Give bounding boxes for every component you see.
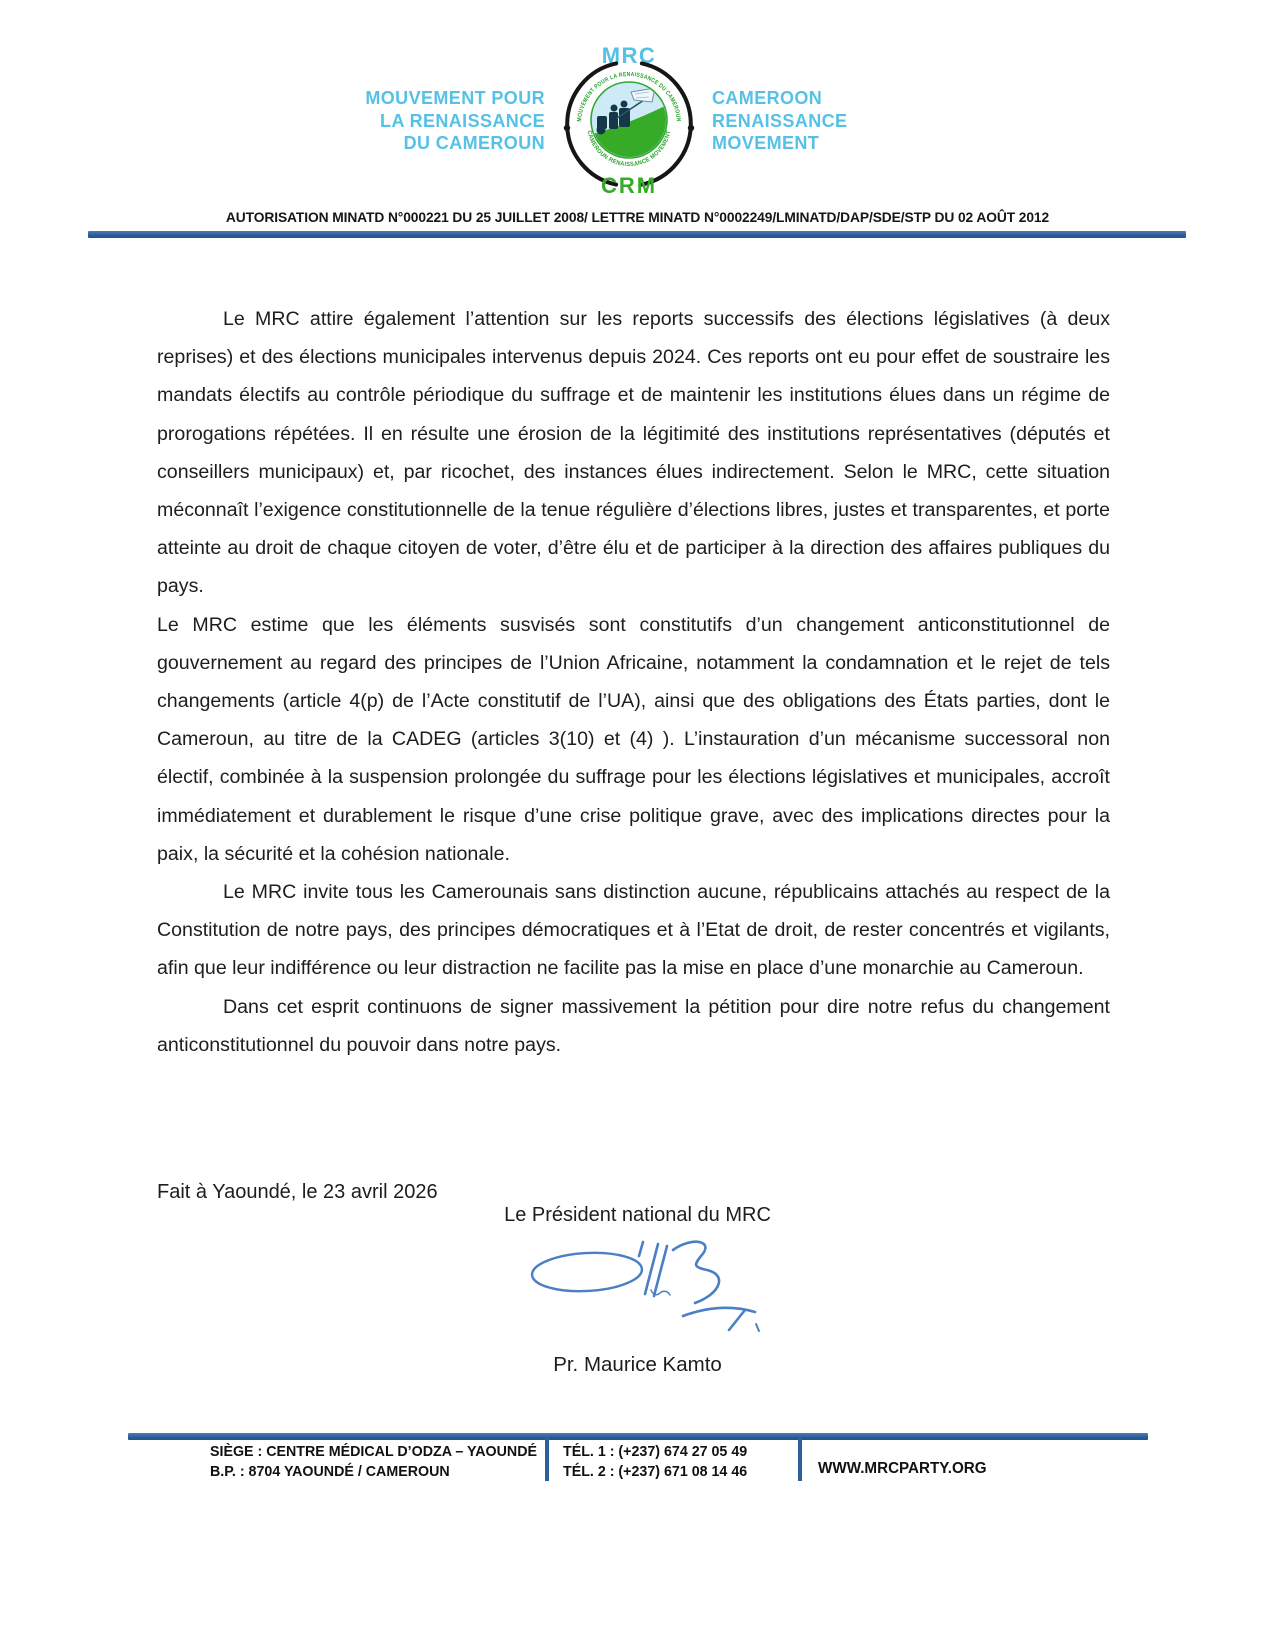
mrc-acronym-text: MRC <box>601 43 657 68</box>
footer-divider <box>545 1437 549 1481</box>
body-paragraph: Le MRC estime que les éléments susvisés sont constitutifs d’un changement anticonstitutionnel de gouvernement au regard des principes de l’Union Africaine, notamment la condamnation et le rejet de tels changements (article 4(p) de l’Acte constitutif de l’UA), ainsi que des obligations des États parties, dont le Cameroun, au titre de la CADEG (articles 3(10) et (4) ). L’instauration d’un mécanisme successoral non électif, combinée à la suspension prolongée du suffrage pour les élections législatives et municipales, accroît immédiatement et durablement le risque d’une crise politique grave, avec des implications directes pour la paix, la sécurité et la cohésion nationale. <box>157 613 1110 865</box>
signature-flourish <box>673 1242 719 1303</box>
place-and-date: Fait à Yaoundé, le 23 avril 2026 <box>157 1181 438 1203</box>
footer-website: WWW.MRCPARTY.ORG <box>818 1460 987 1477</box>
footer-phone-line2: TÉL. 2 : (+237) 671 08 14 46 <box>563 1463 748 1480</box>
letter-body <box>157 300 1110 1064</box>
org-name-english-line: CAMEROON <box>712 88 823 108</box>
mrc-party-logo <box>555 38 703 196</box>
header-rule <box>88 231 1186 238</box>
logo-emblem <box>589 82 669 159</box>
signatory-name: Pr. Maurice Kamto <box>553 1353 722 1376</box>
crm-acronym-text: CRM <box>600 173 658 196</box>
logo-ring-text-top: MOUVEMENT POUR LA RENAISSANCE DU CAMEROUN <box>577 71 682 123</box>
body-paragraph: Le MRC invite tous les Camerounais sans distinction aucune, républicains attachés au respect de la Constitution de notre pays, des principes démocratiques et à l’Etat de droit, de rester concentrés et vigilants, afin que leur indifférence ou leur distraction ne facilite pas la mise en place d’une monarchie au Cameroun. <box>157 881 1110 980</box>
body-paragraph: Le MRC attire également l’attention sur les reports successifs des élections législatives (à deux reprises) et des élections municipales intervenus depuis 2024. Ces reports ont eu pour effet de soustraire les mandats électifs au contrôle périodique du suffrage et de maintenir les institutions élues dans un régime de prorogations répétées. Il en résulte une érosion de la légitimité des institutions représentatives (députés et conseillers municipaux) et, par ricochet, des instances élues indirectement. Selon le MRC, cette situation méconnaît l’exigence constitutionnelle de la tenue régulière d’élections libres, justes et transparentes, et porte atteinte au droit de chaque citoyen de voter, d’être élu et de participer à la direction des affaires publiques du pays. <box>157 308 1110 598</box>
footer-phone-line1: TÉL. 1 : (+237) 674 27 05 49 <box>563 1443 748 1460</box>
footer-divider <box>798 1437 802 1481</box>
org-name-english <box>712 87 942 155</box>
org-name-french-line: MOUVEMENT POUR <box>365 88 545 108</box>
signature-dot-stroke <box>756 1324 759 1331</box>
footer-rule <box>128 1433 1148 1440</box>
signatory-title: Le Président national du MRC <box>504 1204 771 1226</box>
body-paragraph: Dans cet esprit continuons de signer massivement la pétition pour dire notre refus du changement anticonstitutionnel du pouvoir dans notre pays. <box>157 995 1110 1056</box>
footer-address-line2: B.P. : 8704 YAOUNDÉ / CAMEROUN <box>210 1463 450 1480</box>
signature-cross-stroke <box>729 1310 745 1330</box>
ring-dot-right <box>688 125 694 131</box>
signature-loop <box>531 1250 643 1294</box>
footer-address-line1: SIÈGE : CENTRE MÉDICAL D’ODZA – YAOUNDÉ <box>210 1443 538 1460</box>
footer-phones <box>563 1442 747 1482</box>
footer-address <box>210 1442 537 1482</box>
signature-tick <box>639 1242 643 1256</box>
org-name-french-line: LA RENAISSANCE <box>380 110 545 131</box>
authorization-line: AUTORISATION MINATD N°000221 DU 25 JUILLET 2008/ LETTRE MINATD N°0002249/LMINATD/DAP/SDE/STP DU 02 AOÛT 2012 <box>225 210 1050 225</box>
org-name-french <box>335 87 545 155</box>
logo-ring-text-bottom: CAMEROUN RENAISSANCE MOVEMENT <box>585 129 673 169</box>
org-name-french-line: DU CAMEROUN <box>403 133 545 153</box>
org-name-english-line: RENAISSANCE <box>712 110 848 131</box>
signature <box>525 1236 765 1336</box>
org-name-english-line: MOVEMENT <box>712 133 820 153</box>
ring-dot-left <box>564 125 570 131</box>
